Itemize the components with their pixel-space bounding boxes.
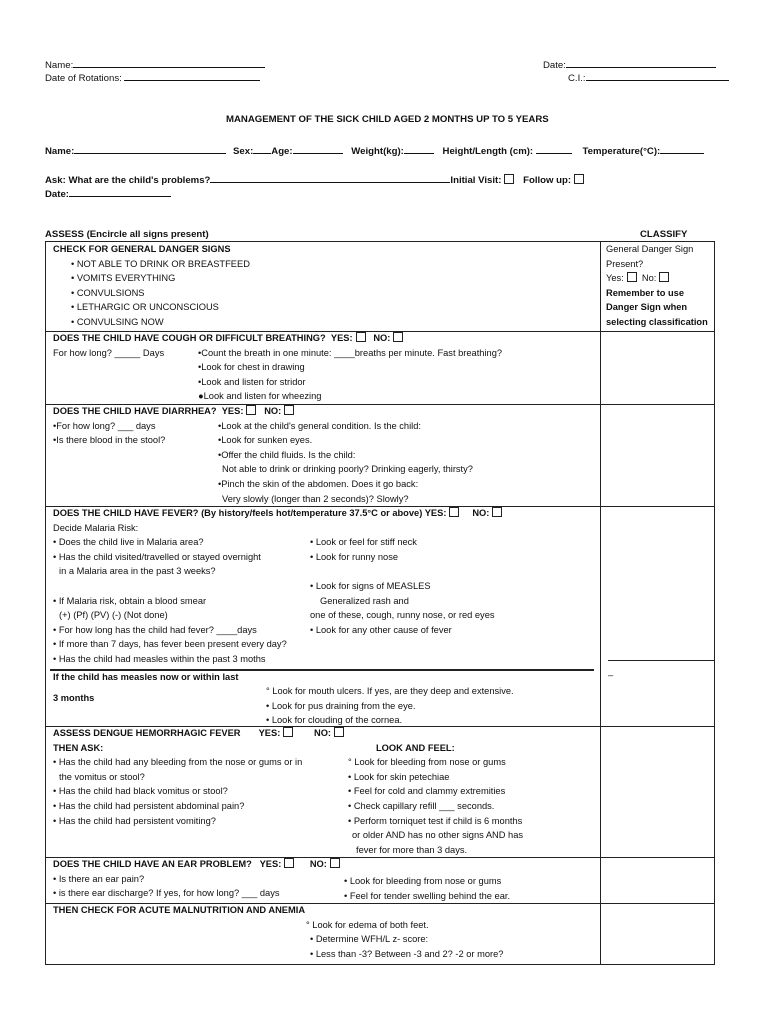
visit-date-row: Date: <box>45 187 171 200</box>
classify-line[interactable] <box>608 660 714 661</box>
dengue-section: ASSESS DENGUE HEMORRHAGIC FEVER YES: NO: THEN ASK: • Has the child had any bleeding from the nose or gums or in the vomitus or stool? • Has the child had black vomitus or stool? • Has the child had persistent abdominal pain? • Has the child had persistent vomiting? <box>53 726 344 828</box>
temperature-field[interactable] <box>660 144 704 154</box>
assess-header: ASSESS (Encircle all signs present) <box>45 229 209 240</box>
weight-field[interactable] <box>404 144 434 154</box>
malnutrition-checks: ° Look for edema of both feet. • Determine WFH/L z- score: • Less than -3? Between -3 and 2? -2 or more? <box>306 919 504 959</box>
header-name: Name: <box>45 58 265 71</box>
measles-checks: ° Look for mouth ulcers. If yes, are they deep and extensive. • Look for pus draining from the eye. • Look for clouding of the cornea. <box>266 686 514 726</box>
header-rotations: Date of Rotations: <box>45 71 260 84</box>
diarrhea-checks: •Look at the child's general condition. Is the child: •Look for sunken eyes. •Offer the child fluids. Is the child: Not able to drink or drinking poorly? Drinking eagerly, thirsty? •Pinch the skin of the abdomen. Does it go back: Very slowly (longer than 2 seconds)? Slowly? <box>218 420 473 504</box>
diarrhea-section: DOES THE CHILD HAVE DIARRHEA? YES: NO: •For how long? ___ days •Is there blood in the stool? <box>53 404 294 448</box>
fever-section: DOES THE CHILD HAVE FEVER? (By history/feels hot/temperature 37.5°C or above) YES: NO: Decide Malaria Risk: • Does the child live in Malaria area? • Has the child visited/travelled or stayed overnight in a Malaria area in the past 3 weeks? • If Malaria risk, obtain a blood smear (+) (Pf) (PV) (-) (Not done) • For how long has the child had fever? ____days • If more than 7 days, has fever been present every day? • Has the child had measles within the past 3 moths <box>53 506 502 667</box>
ear-no-checkbox[interactable] <box>330 858 340 868</box>
danger-no-checkbox[interactable] <box>659 272 669 282</box>
classify-header: CLASSIFY <box>640 229 688 240</box>
patient-name-field[interactable] <box>74 144 226 154</box>
cough-section: DOES THE CHILD HAVE COUGH OR DIFFICULT BREATHING? YES: NO: For how long? _____ Days <box>53 331 403 360</box>
cough-checks: •Count the breath in one minute: ____breaths per minute. Fast breathing? •Look for chest in drawing •Look and listen for stridor ●Look and listen for wheezing <box>198 347 503 402</box>
dengue-checks: ° Look for bleeding from nose or gums • Look for skin petechiae • Feel for cold and clammy extremities • Check capillary refill ___ seconds. • Perform torniquet test if child is 6 months or older AND has no other signs AND has fever for more than 3 days. <box>348 757 524 855</box>
danger-signs-section: CHECK FOR GENERAL DANGER SIGNS • NOT ABLE TO DRINK OR BREASTFEED • VOMITS EVERYTHING • CONVULSIONS • LETHARGIC OR UNCONSCIOUS • CONVULSING NOW <box>53 244 250 327</box>
ci-field[interactable] <box>586 71 729 81</box>
dengue-yes-checkbox[interactable] <box>283 727 293 737</box>
dengue-no-checkbox[interactable] <box>334 727 344 737</box>
malnutrition-section: THEN CHECK FOR ACUTE MALNUTRITION AND ANEMIA <box>53 905 306 915</box>
rotations-field[interactable] <box>124 71 260 81</box>
patient-info-row: Name: Sex: Age: Weight(kg): Height/Length (cm): Temperature(°C): <box>45 144 704 157</box>
assessment-table: CHECK FOR GENERAL DANGER SIGNS • NOT ABLE TO DRINK OR BREASTFEED • VOMITS EVERYTHING • CONVULSIONS • LETHARGIC OR UNCONSCIOUS • CONVULSING NOW General Danger Sign Present? Yes: No: Remember to use Danger Sign when selecting classification DOES THE CHILD HAVE COUGH OR DIFFICULT BREATHING? YES: NO: For how long? _____ Days •Count the breath in one minute: ____breaths per minute. Fast breathing? •Look for chest in drawing •Look and listen for stridor ●Look and listen for wheezing DOES THE CHILD HAVE DIARRHEA? YES: NO: •For how long? ___ days •Is there blood in the stool? •Look at the child's general condition. Is the child: •Look for sunken eyes. •Offer the child fluids. Is the child: Not able to drink or drinking poorly? Drinking eagerly, thirsty? •Pinch the skin of the abdomen. Does it go back: Very slowly (longer than 2 seconds)? Slowly? DOES THE CHILD HAVE FEVER? (By history/feels hot/temperature 37.5°C or above) YES: NO: Decide Malaria Risk: • Does the child live in Malaria area? • Has the child visited/travelled or stayed overnight in a Malaria area in the past 3 weeks? • If Malaria risk, obtain a blood smear (+) (Pf) (PV) (-) (Not done) • For how long has the child had fever? ____days • If more than 7 days, has fever been present every day? • Has the child had measles within the past 3 moths • Look or feel for stiff neck • Look for runny nose • Look for signs of MEASLES Generalized rash and one of these, cough, runny nose, or red eyes • Look for any other cause of fever If the child has measles now or within last 3 months ° Look for mouth ulcers. If yes, are they deep and extensive. • Look for pus draining from the eye. • Look for clouding of the cornea. – ASSESS DENGUE HEMORRHAGIC FEVER YES: NO: THEN ASK: • Has the child had any bleeding from the nose or gums or in the vomitus or stool? • Has the child had black vomitus or stool? • Has the child had persistent abdominal pain? • Has the child had persistent vomiting? LOOK AND FEEL: ° Look for bleeding from nose or gums • Look for skin petechiae • Feel for cold and clammy extremities • Check capillary refill ___ seconds. • Perform torniquet test if child is 6 months or older AND has no other signs AND has fever for more than 3 days. DOES THE CHILD HAVE AN EAR PROBLEM? YES: NO: • Is there an ear pain? • is there ear discharge? If yes, for how long? ___ days • Look for bleeding from nose or gums • Feel for tender swelling behind the ear. THEN CHECK FOR ACUTE MALNUTRITION AND ANEMIA ° Look for edema of both feet. • Determine WFH/L z- score: • Less than -3? Between -3 and 2? -2 or more? <box>45 241 715 965</box>
diarrhea-yes-checkbox[interactable] <box>246 405 256 415</box>
date-field[interactable] <box>566 58 716 68</box>
header-ci: C.I.: <box>568 71 729 84</box>
danger-yes-checkbox[interactable] <box>627 272 637 282</box>
ear-section: DOES THE CHILD HAVE AN EAR PROBLEM? YES: NO: • Is there an ear pain? • is there ear discharge? If yes, for how long? ___ days <box>53 857 340 901</box>
problems-field[interactable] <box>210 173 450 183</box>
page-title: MANAGEMENT OF THE SICK CHILD AGED 2 MONTHS UP TO 5 YEARS <box>226 114 549 125</box>
height-field[interactable] <box>536 144 572 154</box>
ear-checks: • Look for bleeding from nose or gums • Feel for tender swelling behind the ear. <box>344 876 511 901</box>
follow-up-checkbox[interactable] <box>574 174 584 184</box>
name-field[interactable] <box>73 58 265 68</box>
age-field[interactable] <box>293 144 343 154</box>
column-divider <box>600 242 601 964</box>
header-date: Date: <box>543 58 716 71</box>
sex-field[interactable] <box>253 144 271 154</box>
visit-date-field[interactable] <box>69 187 171 197</box>
fever-yes-checkbox[interactable] <box>449 507 459 517</box>
cough-no-checkbox[interactable] <box>393 332 403 342</box>
cough-yes-checkbox[interactable] <box>356 332 366 342</box>
measles-question: If the child has measles now or within last 3 months <box>53 672 239 703</box>
initial-visit-checkbox[interactable] <box>504 174 514 184</box>
fever-checks: • Look or feel for stiff neck • Look for runny nose • Look for signs of MEASLES Generalized rash and one of these, cough, runny nose, or red eyes • Look for any other cause of fever <box>310 537 495 635</box>
danger-classify: General Danger Sign Present? Yes: No: Remember to use Danger Sign when selecting classification <box>606 244 708 327</box>
diarrhea-no-checkbox[interactable] <box>284 405 294 415</box>
fever-no-checkbox[interactable] <box>492 507 502 517</box>
ear-yes-checkbox[interactable] <box>284 858 294 868</box>
problems-row: Ask: What are the child's problems? Initial Visit: Follow up: <box>45 173 584 186</box>
